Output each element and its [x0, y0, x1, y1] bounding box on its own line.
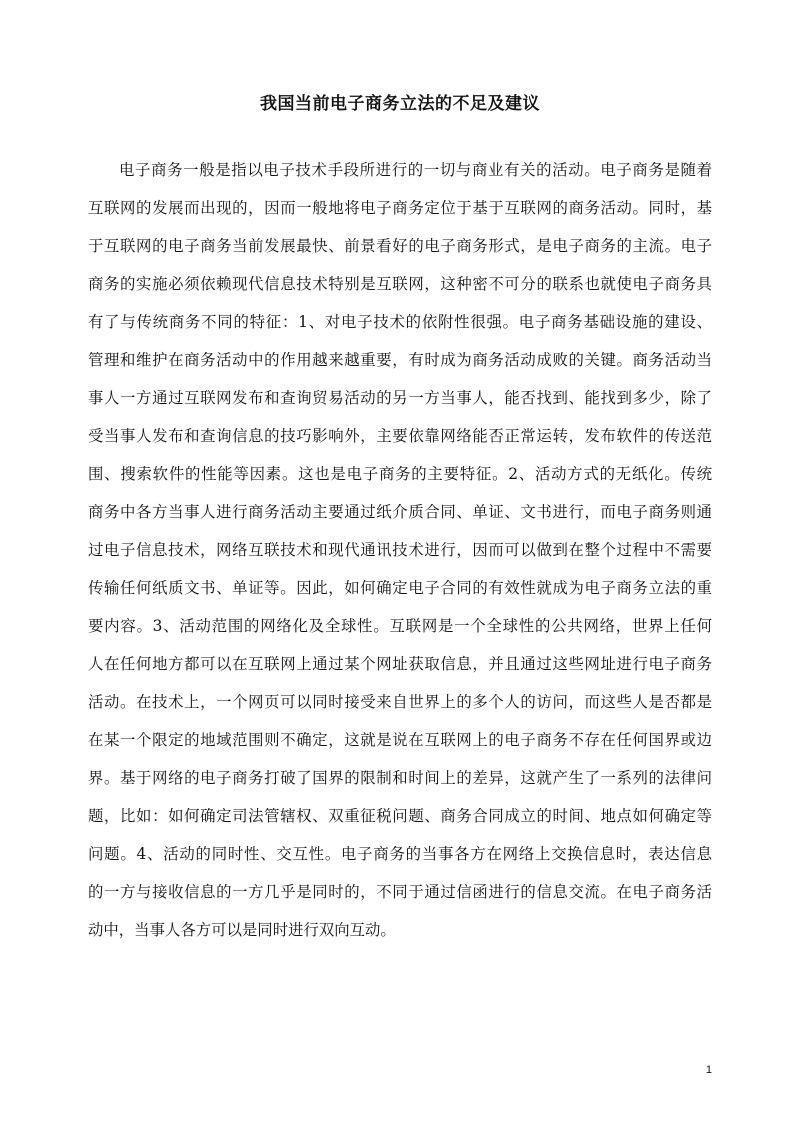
paragraph-line: 界。基于网络的电子商务打破了国界的限制和时间上的差异，这就产生了一系列的法律问 — [88, 769, 712, 787]
paragraph-line: 受当事人发布和查询信息的技巧影响外，主要依靠网络能否正常运转，发布软件的传送范 — [88, 427, 712, 445]
paragraph-line: 在某一个限定的地域范围则不确定，这就是说在互联网上的电子商务不存在任何国界或边 — [88, 731, 712, 749]
document-title: 我国当前电子商务立法的不足及建议 — [260, 94, 540, 114]
paragraph-line: 商务中各方当事人进行商务活动主要通过纸介质合同、单证、文书进行，而电子商务则通 — [88, 503, 712, 521]
paragraph-line: 的一方与接收信息的一方几乎是同时的，不同于通过信函进行的信息交流。在电子商务活 — [88, 883, 712, 901]
paragraph-line: 事人一方通过互联网发布和查询贸易活动的另一方当事人，能否找到、能找到多少，除了 — [88, 389, 712, 407]
paragraph-line: 问题。4、活动的同时性、交互性。电子商务的当事各方在网络上交换信息时，表达信息 — [88, 845, 712, 863]
paragraph-line: 传输任何纸质文书、单证等。因此，如何确定电子合同的有效性就成为电子商务立法的重 — [88, 579, 712, 597]
paragraph-line: 围、搜索软件的性能等因素。这也是电子商务的主要特征。2、活动方式的无纸化。传统 — [88, 465, 712, 483]
paragraph-line: 管理和维护在商务活动中的作用越来越重要，有时成为商务活动成败的关键。商务活动当 — [88, 351, 712, 369]
paragraph-line: 要内容。3、活动范围的网络化及全球性。互联网是一个全球性的公共网络，世界上任何 — [88, 617, 712, 635]
paragraph-line: 电子商务一般是指以电子技术手段所进行的一切与商业有关的活动。电子商务是随着 — [119, 161, 712, 179]
body-paragraph — [88, 151, 712, 949]
paragraph-line: 商务的实施必须依赖现代信息技术特别是互联网，这种密不可分的联系也就使电子商务具 — [88, 275, 712, 293]
paragraph-line: 有了与传统商务不同的特征：1、对电子技术的依附性很强。电子商务基础设施的建设、 — [88, 313, 712, 331]
paragraph-line: 动中，当事人各方可以是同时进行双向互动。 — [88, 921, 396, 939]
paragraph-line: 于互联网的电子商务当前发展最快、前景看好的电子商务形式，是电子商务的主流。电子 — [88, 237, 712, 255]
paragraph-line: 人在任何地方都可以在互联网上通过某个网址获取信息，并且通过这些网址进行电子商务 — [88, 655, 712, 673]
paragraph-line: 互联网的发展而出现的，因而一般地将电子商务定位于基于互联网的商务活动。同时，基 — [88, 199, 712, 217]
paragraph-line: 活动。在技术上，一个网页可以同时接受来自世界上的多个人的访问，而这些人是否都是 — [88, 693, 712, 711]
paragraph-line: 题，比如：如何确定司法管辖权、双重征税问题、商务合同成立的时间、地点如何确定等 — [88, 807, 712, 825]
paragraph-line: 过电子信息技术，网络互联技术和现代通讯技术进行，因而可以做到在整个过程中不需要 — [88, 541, 712, 559]
page-number: 1 — [705, 1064, 712, 1076]
